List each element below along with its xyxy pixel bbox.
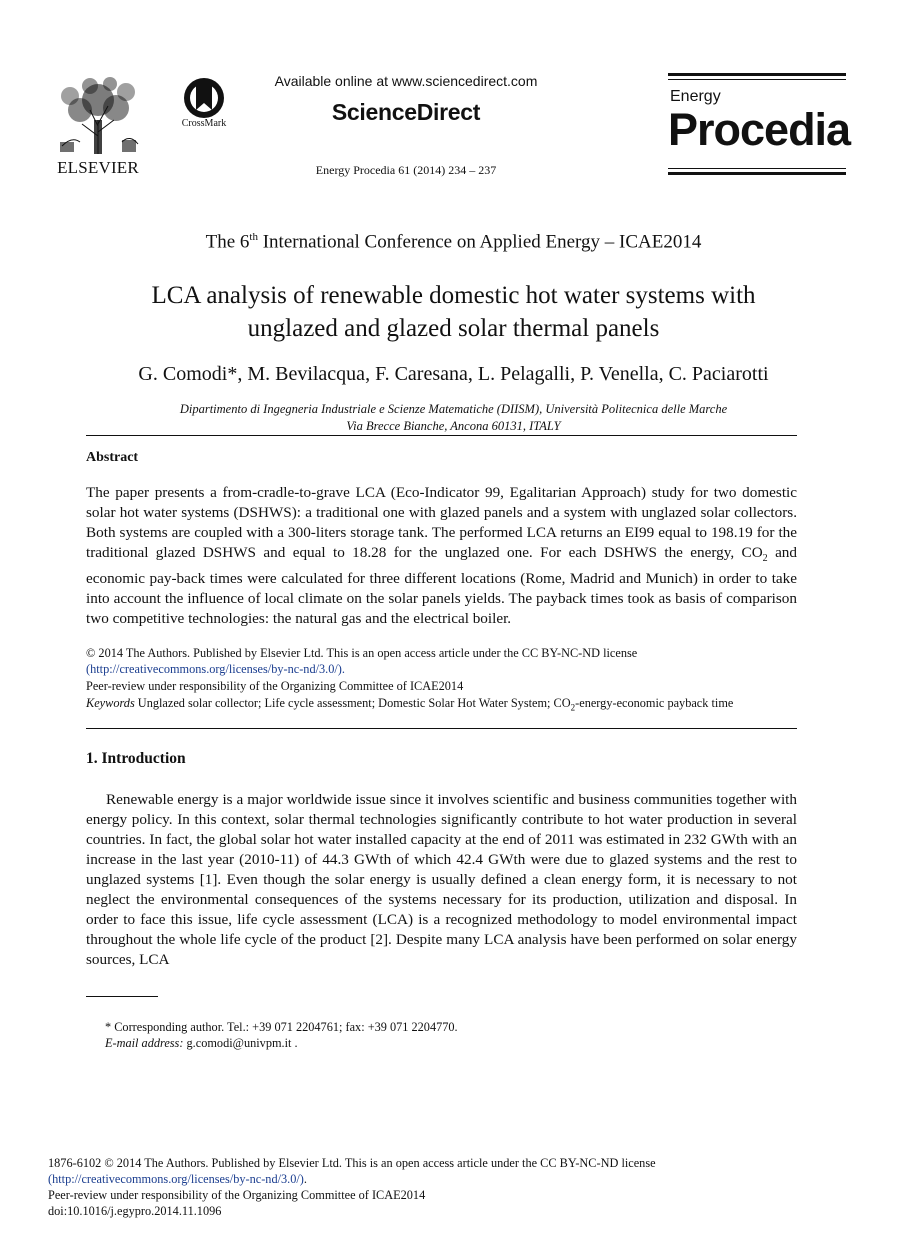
doi-line[interactable]: doi:10.1016/j.egypro.2014.11.1096 bbox=[48, 1204, 222, 1218]
divider bbox=[86, 728, 797, 729]
abstract-meta bbox=[86, 645, 797, 715]
logo-rule bbox=[668, 79, 846, 80]
bottom-license-link[interactable]: (http://creativecommons.org/licenses/by-nc-nd/3.0/) bbox=[48, 1172, 304, 1186]
bottom-info: 1876-6102 © 2014 The Authors. Published by Elsevier Ltd. This is an open access article under the CC BY-NC-ND license (http://creativecommons.org/licenses/by-nc-nd/3.0/). Peer-review under responsibility of the Organizing Committee of ICAE2014 doi:10.1016/j.egypro.2014.11.1096 bbox=[48, 1155, 868, 1219]
affiliation: Dipartimento di Ingegneria Industriale e Scienze Matematiche (DIISM), Università Politecnica delle Marche Via Brecce Bianche, Ancona 60131, ITALY bbox=[179, 402, 728, 433]
author-list: G. Comodi*, M. Bevilacqua, F. Caresana, L. Pelagalli, P. Venella, C. Paciarotti bbox=[138, 363, 769, 385]
email-line: E-mail address: g.comodi@univpm.it . bbox=[105, 1036, 298, 1050]
keywords-line: Keywords Unglazed solar collector; Life cycle assessment; Domestic Solar Hot Water System; $CO_2-energy$-economic payback time bbox=[86, 696, 734, 713]
corresponding-author: * Corresponding author. Tel.: +39 071 2204761; fax: +39 071 2204770. bbox=[105, 1020, 458, 1034]
bottom-peer-review: Peer-review under responsibility of the Organizing Committee of ICAE2014 bbox=[48, 1188, 426, 1202]
abstract-text: The paper presents a from-cradle-to-grave LCA (Eco-Indicator 99, Egalitarian Approach) study for two domestic solar hot water systems (DSHWS): a traditional one with glazed panels and a system with unglazed solar collectors. Both systems are coupled with a 300-liters storage tank. The performed LCA returns an EI99 equal to 198.19 for the traditional glazed DSHWS and equal to 18.28 for the unglazed one. For each DSHWS the energy, $CO_2$ and economic pay-back times were calculated for three different locations (Rome, Madrid and Munich) in order to take into account the influence of local climate on the solar panels yields. The payback times took as basis of comparison two competitive technologies: the natural gas and the electrical boiler. bbox=[86, 484, 797, 628]
elsevier-wordmark: ELSEVIER bbox=[57, 158, 139, 177]
abstract-heading: Abstract bbox=[86, 450, 139, 465]
available-online: Available online at www.sciencedirect.com bbox=[274, 73, 538, 89]
copyright-line: © 2014 The Authors. Published by Elsevier Ltd. This is an open access article under the CC BY-NC-ND license bbox=[86, 646, 638, 660]
conference-name: The 6th International Conference on Applied Energy – ICAE2014 bbox=[205, 231, 702, 253]
sciencedirect-wordmark: ScienceDirect bbox=[331, 99, 481, 125]
divider bbox=[86, 435, 797, 436]
logo-rule bbox=[668, 172, 846, 175]
energy-procedia-logo bbox=[668, 73, 851, 175]
license-link[interactable]: (http://creativecommons.org/licenses/by-nc-nd/3.0/). bbox=[86, 662, 345, 676]
introduction-text: Renewable energy is a major worldwide issue since it involves scientific and business communities together with energy policy. In this context, solar thermal technologies significantly contribute to hot water production in several countries. In fact, the global solar hot water installed capacity at the end of 2011 was estimated in 232 GWth with an increase in the last year (2010-11) of 44.3 GWth of which 42.4 GWth were due to glazed systems and the rest to unglazed systems [1]. Even though the solar energy is usually defined a clean energy form, it is necessary to not neglect the environmental consequences of the systems necessary for its production, utilization and disposal. In order to face this issue, life cycle assessment (LCA) is a recognized methodology to model environmental impact throughout the whole life cycle of the product [2]. Despite many LCA analysis have been performed on solar energy sources, LCA bbox=[86, 791, 797, 968]
paper-title: LCA analysis of renewable domestic hot water systems with unglazed and glazed solar thermal panels bbox=[151, 282, 756, 342]
elsevier-tree-icon bbox=[52, 76, 144, 156]
email-address[interactable]: g.comodi@univpm.it . bbox=[183, 1036, 298, 1050]
footnote-rule bbox=[86, 996, 158, 997]
section-heading-introduction: 1. Introduction bbox=[86, 750, 186, 767]
crossmark-label: CrossMark bbox=[181, 118, 227, 129]
peer-review-line: Peer-review under responsibility of the Organizing Committee of ICAE2014 bbox=[86, 679, 464, 693]
journal-word-small: Energy bbox=[670, 88, 721, 105]
elsevier-logo bbox=[52, 76, 144, 180]
logo-rule bbox=[668, 73, 846, 76]
journal-word-large: Procedia bbox=[668, 104, 851, 155]
logo-rule bbox=[668, 168, 846, 169]
journal-reference: Energy Procedia 61 (2014) 234 – 237 bbox=[315, 163, 497, 177]
issn-line: 1876-6102 © 2014 The Authors. Published by Elsevier Ltd. This is an open access article under the CC BY-NC-ND license bbox=[48, 1156, 656, 1170]
